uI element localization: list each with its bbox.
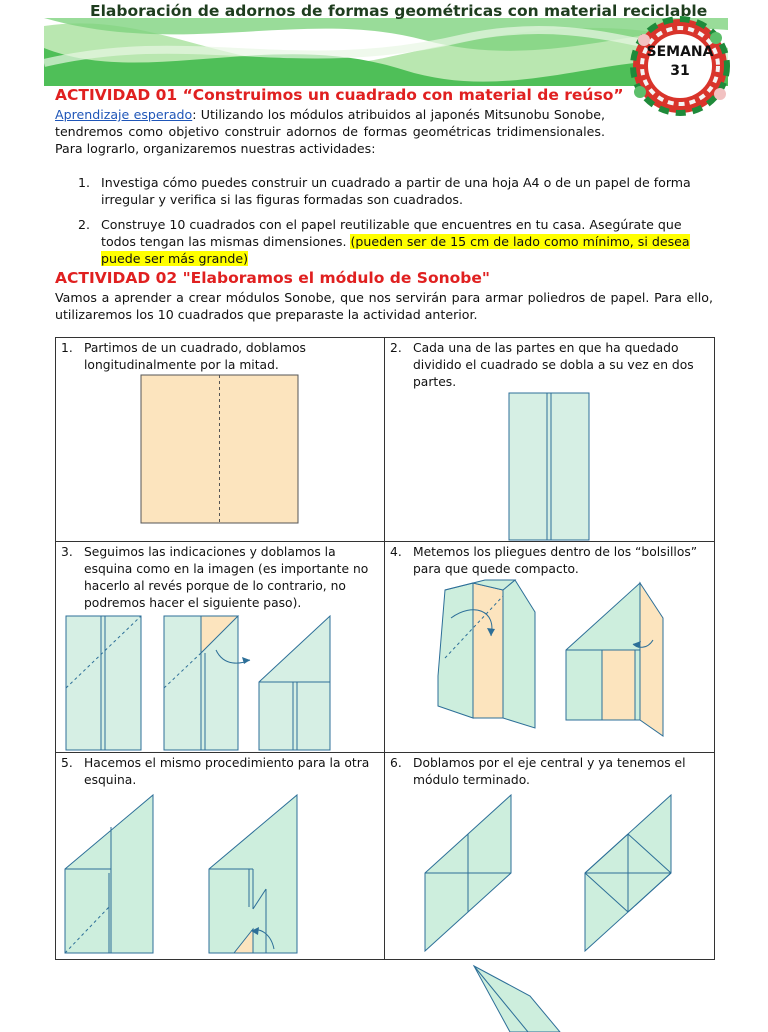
step-number: 2. xyxy=(390,341,402,355)
step-cell-5 xyxy=(56,753,385,960)
list-item xyxy=(78,216,713,267)
week-badge xyxy=(624,16,736,116)
step-text xyxy=(56,542,384,612)
table-row xyxy=(56,542,715,753)
step-description: Doblamos por el eje central y ya tenemos el módulo terminado. xyxy=(413,756,686,787)
step-cell-2 xyxy=(385,338,715,542)
learning-text: : Utilizando los módulos atribuidos al japonés Mitsunobu Sonobe, tendremos como objetivo construir adornos de formas geométricas tridimensionales. Para lograrlo, organizaremos nuestras actividades: xyxy=(55,107,605,156)
table-row xyxy=(56,753,715,960)
step-text xyxy=(56,753,384,789)
step-description: Hacemos el mismo procedimiento para la otra esquina. xyxy=(84,756,370,787)
step6-illustration xyxy=(385,789,715,959)
step-description: Partimos de un cuadrado, doblamos longitudinalmente por la mitad. xyxy=(84,341,306,372)
step-cell-4 xyxy=(385,542,715,753)
list-item-number: 2. xyxy=(78,217,91,232)
step4-illustration xyxy=(385,578,715,748)
step-number: 6. xyxy=(390,756,402,770)
activity2-intro: Vamos a aprender a crear módulos Sonobe, que nos servirán para armar poliedros de papel. Para ello, utilizaremos los 10 cuadrados que preparaste la actividad anterior. xyxy=(55,290,713,322)
list-item-text: Construye 10 cuadrados con el papel reutilizable que encuentres en tu casa. Asegúrate que todos tengan las mismas dimensiones. xyxy=(101,217,682,249)
step1-illustration xyxy=(56,374,385,524)
activity1-heading: ACTIVIDAD 01 “Construimos un cuadrado con material de reúso” xyxy=(55,86,624,104)
step-number: 3. xyxy=(61,545,73,559)
step-cell-3 xyxy=(56,542,385,753)
learning-label-link[interactable]: Aprendizaje esperado xyxy=(55,107,193,122)
steps-table xyxy=(55,337,715,960)
highlighted-note: (pueden ser de 15 cm de lado como mínimo, si desea puede ser más grande) xyxy=(101,234,690,266)
step-cell-6 xyxy=(385,753,715,960)
list-item-number: 1. xyxy=(78,175,91,190)
step2-illustration xyxy=(385,391,715,541)
week-label xyxy=(624,43,736,81)
partial-module-illustration xyxy=(470,962,570,1032)
step-text xyxy=(56,338,384,374)
list-item xyxy=(78,174,713,208)
step-number: 5. xyxy=(61,756,73,770)
step-number: 4. xyxy=(390,545,402,559)
learning-paragraph xyxy=(55,106,605,157)
step-number: 1. xyxy=(61,341,73,355)
step-description: Metemos los pliegues dentro de los “bolsillos” para que quede compacto. xyxy=(413,545,698,576)
step-text xyxy=(385,753,714,789)
step5-illustration xyxy=(56,789,385,959)
week-label-text: SEMANA xyxy=(646,44,714,60)
week-number: 31 xyxy=(670,63,690,79)
step-description: Seguimos las indicaciones y doblamos la esquina como en la imagen (es importante no hacerlo al revés porque de lo contrario, no podremos hacer el siguiente paso). xyxy=(84,545,369,610)
document-title: Elaboración de adornos de formas geométricas con material reciclable xyxy=(90,2,708,20)
step-text xyxy=(385,338,714,391)
step-text xyxy=(385,542,714,578)
list-item-text: Investiga cómo puedes construir un cuadrado a partir de una hoja A4 o de un papel de forma irregular y verifica si las figuras formadas son cuadrados. xyxy=(101,175,691,207)
step3-illustration xyxy=(56,612,385,752)
activity1-list xyxy=(78,174,713,275)
step-description: Cada una de las partes en que ha quedado dividido el cuadrado se dobla a su vez en dos partes. xyxy=(413,341,694,389)
activity2-heading: ACTIVIDAD 02 "Elaboramos el módulo de Sonobe" xyxy=(55,269,490,287)
step-cell-1 xyxy=(56,338,385,542)
table-row xyxy=(56,338,715,542)
